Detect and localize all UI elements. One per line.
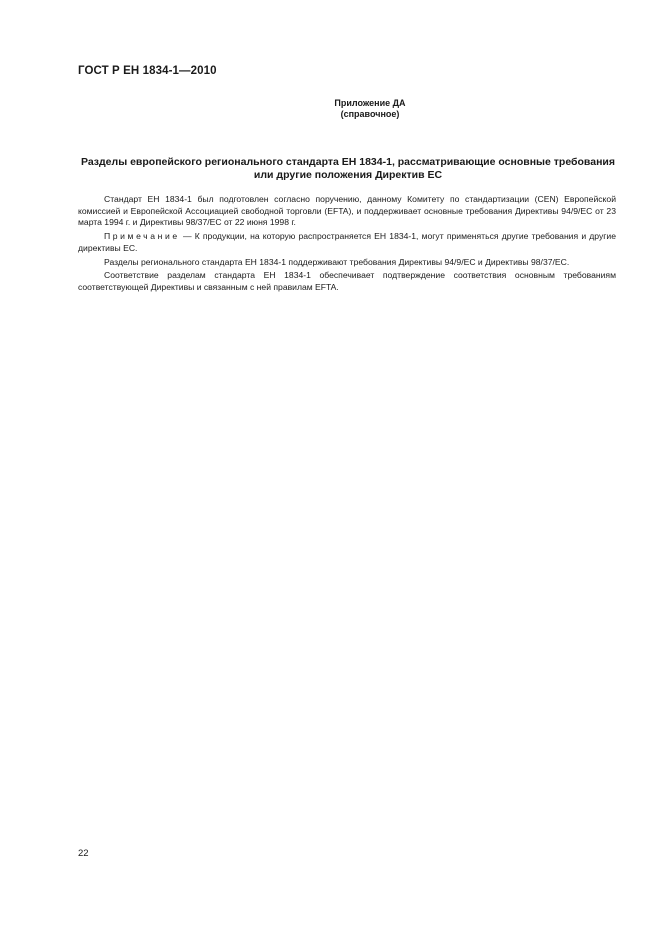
paragraph-conformity: Соответствие разделам стандарта ЕН 1834-1 обеспечивает подтверждение соответствия основным требованиям соответствующей Директивы и связанным с ней правилам EFTA. (78, 270, 616, 292)
annex-title: Приложение ДА (334, 98, 406, 108)
body-text (78, 194, 616, 296)
page-number: 22 (78, 848, 89, 859)
note-label: Примечание (104, 231, 180, 242)
annex-kind: (справочное) (340, 109, 400, 119)
section-heading: Разделы европейского регионального стандарта ЕН 1834-1, рассматривающие основные требования или другие положения Директив ЕС (80, 156, 616, 181)
paragraph-intro: Стандарт ЕН 1834-1 был подготовлен согласно поручению, данному Комитету по стандартизации (CEN) Европейской комиссией и Европейской Ассоциацией свободной торговли (EFTA), и поддерживает основные требования Директивы 94/9/ЕС от 23 марта 1994 г. и Директивы 98/37/ЕС от 22 июня 1998 г. (78, 194, 616, 228)
note-text: — К продукции, на которую распространяется ЕН 1834-1, могут применяться другие требования и другие директивы ЕС. (78, 231, 617, 253)
paragraph-sections: Разделы регионального стандарта ЕН 1834-1 поддерживают требования Директивы 94/9/ЕС и Директивы 98/37/ЕС. (104, 256, 570, 267)
paragraph-note (78, 231, 616, 254)
standard-code: ГОСТ Р ЕН 1834-1—2010 (78, 65, 217, 77)
